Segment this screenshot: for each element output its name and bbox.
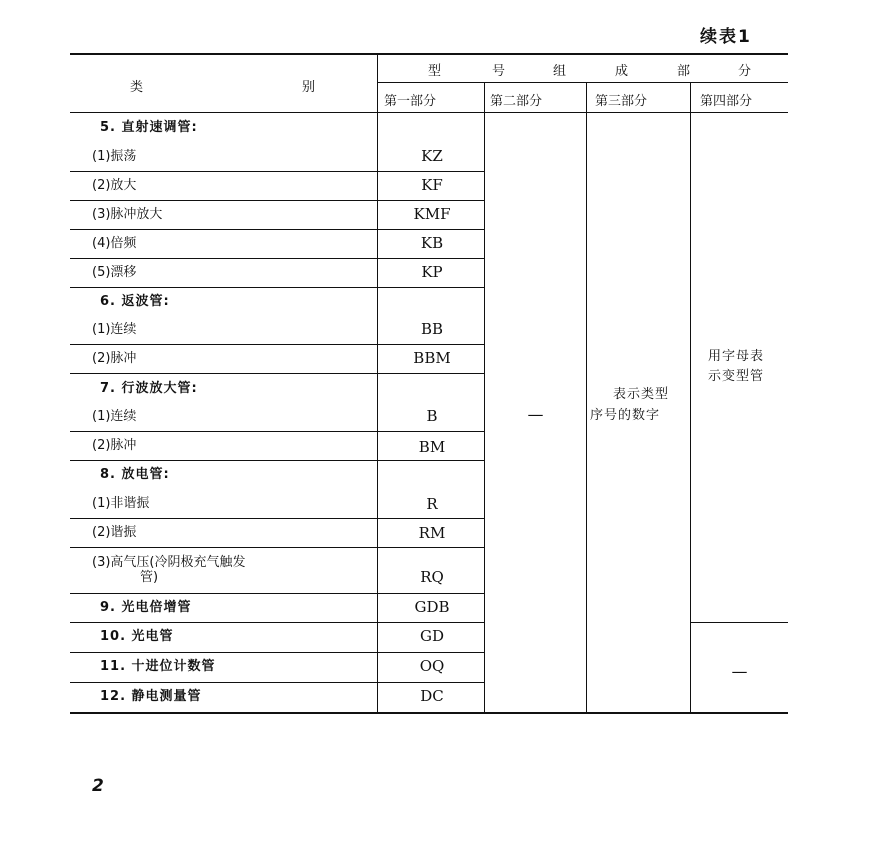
header-part-1: 第一部分 [384, 94, 437, 109]
col-rule-4 [690, 82, 691, 713]
row-code: OQ [419, 657, 445, 675]
header-model-1: 型 [428, 64, 442, 79]
row-rule [70, 431, 485, 432]
row-category: 5. 直射速调管: [100, 120, 198, 135]
header-model-3: 组 [553, 64, 567, 79]
row-category: (3)脉冲放大 [92, 207, 163, 222]
row-category: 6. 返波管: [100, 294, 170, 309]
row-rule [70, 229, 485, 230]
header-part-4: 第四部分 [700, 94, 753, 109]
part4-line1: 用字母表 [708, 349, 765, 364]
header-model-4: 成 [615, 64, 629, 79]
header-model-6: 分 [738, 64, 752, 79]
part4-line2: 示变型管 [708, 369, 765, 384]
row-rule [70, 518, 485, 519]
header-category-1: 类 [130, 80, 144, 95]
row-category: (5)漂移 [92, 265, 137, 280]
row-rule [70, 593, 485, 594]
row-rule [70, 171, 485, 172]
row-code: GD [419, 627, 444, 645]
row-category: 8. 放电管: [100, 467, 170, 482]
row-rule [70, 373, 485, 374]
row-rule [70, 622, 485, 623]
row-code: BM [418, 438, 446, 456]
row-category: (1)连续 [92, 409, 137, 424]
row-code: R [426, 495, 438, 513]
col-rule-3 [586, 82, 587, 713]
row-rule [70, 344, 485, 345]
header-category-2: 别 [302, 80, 316, 95]
header-model-2: 号 [492, 64, 506, 79]
row-category: (4)倍频 [92, 236, 137, 251]
header-bottom-rule [70, 112, 788, 113]
row-category: (3)高气压(冷阴极充气触发 [92, 555, 246, 570]
row-category: (2)脉冲 [92, 438, 137, 453]
row-category: 10. 光电管 [100, 629, 174, 644]
part3-line1: 表示类型 [613, 387, 670, 402]
row-code: B [426, 407, 438, 425]
row-category: (2)脉冲 [92, 351, 137, 366]
header-part-3: 第三部分 [595, 94, 648, 109]
row-category: (1)连续 [92, 322, 137, 337]
row-rule [70, 258, 485, 259]
row-category: 12. 静电测量管 [100, 689, 202, 704]
row-category: (2)谐振 [92, 525, 137, 540]
table-bottom-rule [70, 712, 788, 714]
continued-label: 续表1 [700, 27, 752, 47]
part4-split-rule [690, 622, 788, 623]
part3-line2: 序号的数字 [590, 408, 661, 423]
row-code: DC [420, 687, 444, 705]
row-category: (1)振荡 [92, 149, 137, 164]
row-rule [70, 460, 485, 461]
row-code: BB [420, 320, 444, 338]
row-category: (2)放大 [92, 178, 137, 193]
row-category: 7. 行波放大管: [100, 381, 198, 396]
header-part-2: 第二部分 [490, 94, 543, 109]
col-rule-1 [377, 53, 378, 713]
row-rule [70, 682, 485, 683]
row-code: RQ [420, 568, 444, 586]
part2-dash: — [527, 405, 544, 424]
row-category: (1)非谐振 [92, 496, 150, 511]
header-mid-rule [377, 82, 788, 83]
row-code: RM [418, 524, 446, 542]
row-category-line2: 管) [140, 570, 159, 585]
row-category: 9. 光电倍增管 [100, 600, 192, 615]
row-code: KZ [421, 147, 443, 165]
page-number: 2 [92, 776, 104, 796]
row-code: KF [421, 176, 443, 194]
row-code: BBM [413, 349, 451, 367]
row-rule [70, 547, 485, 548]
row-rule [70, 287, 485, 288]
row-rule [70, 652, 485, 653]
row-code: KMF [413, 205, 451, 223]
row-category: 11. 十进位计数管 [100, 659, 216, 674]
row-code: KB [420, 234, 444, 252]
row-rule [70, 200, 485, 201]
table-top-rule [70, 53, 788, 55]
part4-dash: — [731, 662, 748, 681]
row-code: GDB [414, 598, 450, 616]
header-model-5: 部 [677, 64, 691, 79]
row-code: KP [421, 263, 443, 281]
